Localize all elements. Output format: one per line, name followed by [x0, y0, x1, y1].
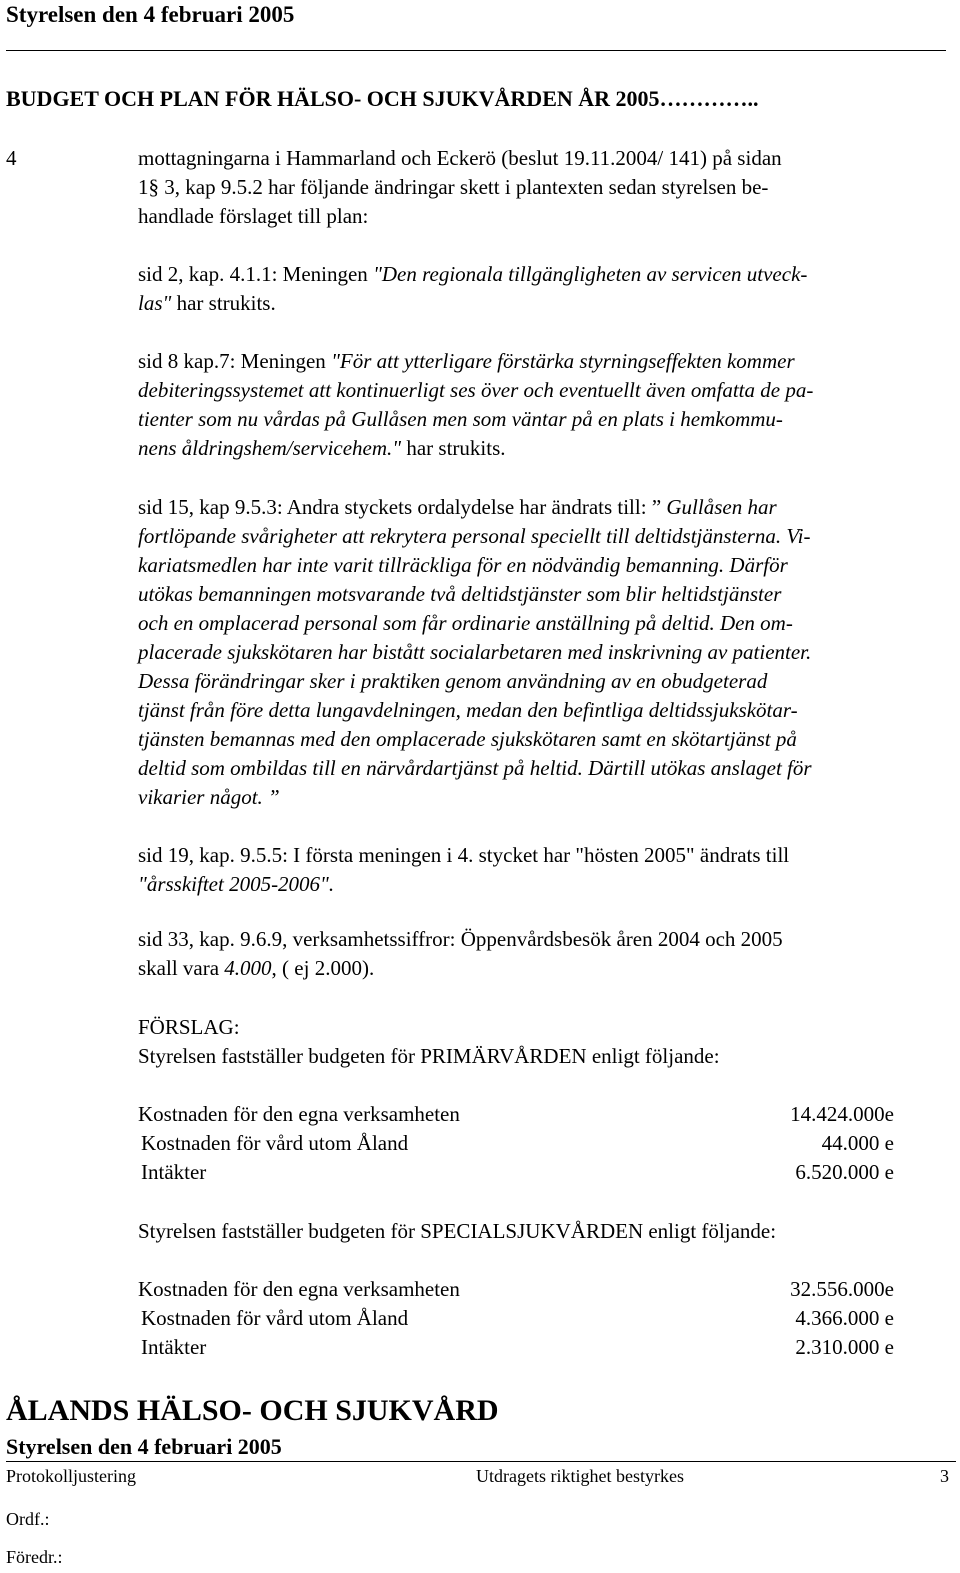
text-line: och en omplacerad personal som får ordinarie anställning på deltid. Den om-: [138, 611, 793, 635]
quoted-text: "Den regionala tillgängligheten av servicen utveck-: [373, 262, 808, 286]
text-line: fortlöpande svårigheter att rekrytera personal speciellt till deltidstjänsterna. Vi-: [138, 524, 811, 548]
text-span: sid 8 kap.7: Meningen: [138, 349, 332, 373]
budget-row-label: Kostnaden för vård utom Åland: [141, 1306, 409, 1330]
text-line: [138, 291, 276, 316]
text-line: [138, 495, 777, 520]
budget-row-label: Kostnaden för den egna verksamheten: [138, 1277, 460, 1301]
special-intro: Styrelsen fastställer budgeten för SPECIALSJUKVÅRDEN enligt följande:: [138, 1219, 777, 1243]
text-line: utökas bemanningen motsvarande två deltidstjänster som blir heltidstjänster: [138, 582, 782, 606]
text-span: sid 15, kap 9.5.3: Andra styckets ordalydelse har ändrats till: ”: [138, 495, 667, 519]
page-title: Styrelsen den 4 februari 2005: [6, 2, 295, 27]
text-span: sid 2, kap. 4.1.1: Meningen: [138, 262, 374, 286]
text-line: mottagningarna i Hammarland och Eckerö (beslut 19.11.2004/ 141) på sidan: [138, 146, 782, 170]
budget-row-label: Intäkter: [141, 1160, 207, 1184]
primary-intro: Styrelsen fastställer budgeten för PRIMÄRVÅRDEN enligt följande:: [138, 1044, 720, 1068]
organization-name: ÅLANDS HÄLSO- OCH SJUKVÅRD: [6, 1394, 499, 1427]
text-span: har strukits.: [401, 436, 506, 460]
text-span: skall vara: [138, 956, 225, 980]
text-line: tjänst från före detta lungavdelningen, medan den befintliga deltidssjukskötar-: [138, 698, 798, 722]
footer-divider: [6, 1461, 956, 1462]
text-line: debiteringssystemet att kontinuerligt ses över och eventuellt även omfatta de pa-: [138, 378, 814, 402]
proposal-label: FÖRSLAG:: [138, 1015, 240, 1039]
budget-row-value: 6.520.000 e: [795, 1160, 894, 1184]
text-line: sid 33, kap. 9.6.9, verksamhetssiffror: Öppenvårdsbesök åren 2004 och 2005: [138, 927, 783, 951]
protocol-adjustment-label: Protokolljustering: [6, 1466, 136, 1486]
quoted-text: nens åldringshem/servicehem.": [138, 436, 402, 460]
text-line: 1§ 3, kap 9.5.2 har följande ändringar skett i plantexten sedan styrelsen be-: [138, 175, 769, 199]
certification-label: Utdragets riktighet bestyrkes: [476, 1466, 684, 1486]
text-line: tjänsten bemannas med den omplacerade sjukskötaren samt en skötartjänst på: [138, 727, 797, 751]
text-line: Dessa förändringar sker i praktiken genom användning av en obudgeterad: [138, 669, 768, 693]
text-line: tienter som nu vårdas på Gullåsen men som väntar på en plats i hemkommu-: [138, 407, 783, 431]
chair-label: Ordf.:: [6, 1509, 50, 1529]
budget-row-value: 4.366.000 e: [795, 1306, 894, 1330]
budget-row-value: 14.424.000e: [790, 1102, 894, 1126]
text-line: placerade sjukskötaren har bistått socialarbetaren med inskrivning av patienter.: [138, 640, 812, 664]
budget-row-label: Kostnaden för den egna verksamheten: [138, 1102, 460, 1126]
text-line: handlade förslaget till plan:: [138, 204, 369, 228]
text-line: [138, 349, 795, 374]
section-heading: BUDGET OCH PLAN FÖR HÄLSO- OCH SJUKVÅRDEN ÅR 2005…………..: [6, 86, 759, 111]
section-number: 4: [6, 146, 17, 170]
page-number: 3: [940, 1466, 949, 1486]
text-line: "årsskiftet 2005-2006".: [138, 872, 335, 896]
budget-row-value: 32.556.000e: [790, 1277, 894, 1301]
text-line: sid 19, kap. 9.5.5: I första meningen i 4. stycket har "hösten 2005" ändrats till: [138, 843, 790, 867]
text-line: kariatsmedlen har inte varit tillräckliga för en nödvändig bemanning. Därför: [138, 553, 788, 577]
budget-row-label: Intäkter: [141, 1335, 207, 1359]
text-line: [138, 262, 807, 287]
text-line: deltid som ombildas till en närvårdartjänst på heltid. Därtill utökas anslaget för: [138, 756, 812, 780]
text-line: [138, 436, 506, 461]
quoted-text: "För att ytterligare förstärka styrningseffekten kommer: [331, 349, 795, 373]
text-line: [138, 956, 374, 981]
budget-row-value: 2.310.000 e: [795, 1335, 894, 1359]
meeting-title: Styrelsen den 4 februari 2005: [6, 1434, 282, 1459]
quoted-text: las": [138, 291, 172, 315]
quoted-text: Gullåsen har: [666, 495, 777, 519]
budget-row-value: 44.000 e: [821, 1131, 894, 1155]
header-divider: [6, 50, 946, 51]
emphasis-value: 4.000: [224, 956, 272, 980]
text-span: , ( ej 2.000).: [271, 956, 375, 980]
text-line: vikarier något. ”: [138, 785, 280, 809]
budget-row-label: Kostnaden för vård utom Åland: [141, 1131, 409, 1155]
text-span: har strukits.: [171, 291, 276, 315]
presenter-label: Föredr.:: [6, 1547, 63, 1567]
